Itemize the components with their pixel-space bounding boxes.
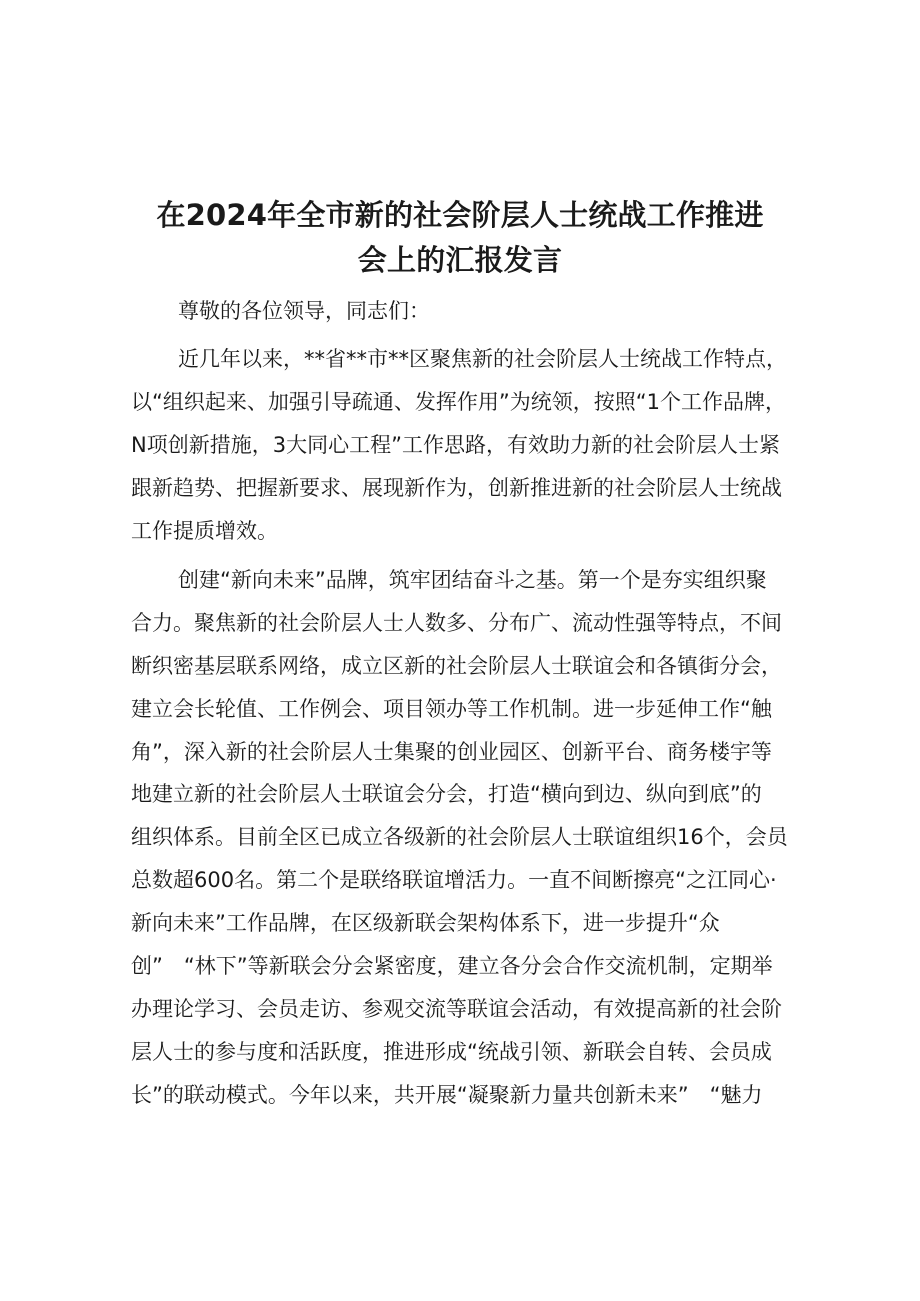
paragraph-line: 创建“新向未来”品牌，筑牢团结奋斗之基。第一个是夯实组织聚 xyxy=(178,568,767,592)
paragraph-line: 地建立新的社会阶层人士联谊会分会，打造“横向到边、纵向到底”的 xyxy=(131,782,762,806)
paragraph-line: 层人士的参与度和活跃度，推进形成“统战引领、新联会自转、会员成 xyxy=(131,1040,772,1064)
paragraph-line: 建立会长轮值、工作例会、项目领办等工作机制。进一步延伸工作“触 xyxy=(131,697,772,721)
paragraph-line: 近几年以来，**省**市**区聚焦新的社会阶层人士统战工作特点， xyxy=(178,347,787,371)
paragraph-line: 新向未来”工作品牌，在区级新联会架构体系下，进一步提升“众 xyxy=(131,911,720,935)
paragraph-line: 角”，深入新的社会阶层人士集聚的创业园区、创新平台、商务楼宇等 xyxy=(131,740,772,764)
paragraph-line: 创” “林下”等新联会分会紧密度，建立各分会合作交流机制，定期举 xyxy=(131,954,773,978)
paragraph-line: 跟新趋势、把握新要求、展现新作为，创新推进新的社会阶层人士统战 xyxy=(131,476,782,500)
document-title-line-1: 在2024年全市新的社会阶层人士统战工作推进 xyxy=(156,198,764,232)
paragraph-line: 以“组织起来、加强引导疏通、发挥作用”为统领，按照“1个工作品牌， xyxy=(131,390,786,414)
paragraph-line: N项创新措施，3大同心工程”工作思路，有效助力新的社会阶层人士紧 xyxy=(131,433,780,457)
paragraph-line: 断织密基层联系网络，成立区新的社会阶层人士联谊会和各镇街分会， xyxy=(131,654,782,678)
salutation: 尊敬的各位领导，同志们： xyxy=(178,299,430,323)
paragraph-line: 总数超600名。第二个是联络联谊增活力。一直不间断擦亮“之江同心· xyxy=(131,868,777,892)
paragraph-line: 组织体系。目前全区已成立各级新的社会阶层人士联谊组织16个，会员 xyxy=(131,825,788,849)
paragraph-line: 合力。聚焦新的社会阶层人士人数多、分布广、流动性强等特点，不间 xyxy=(131,611,782,635)
paragraph-line: 工作提质增效。 xyxy=(131,519,278,543)
paragraph-line: 办理论学习、会员走访、参观交流等联谊会活动，有效提高新的社会阶 xyxy=(131,997,782,1021)
paragraph-line: 长”的联动模式。今年以来，共开展“凝聚新力量共创新未来” “魅力 xyxy=(131,1083,763,1107)
document-title-line-2: 会上的汇报发言 xyxy=(357,243,563,277)
